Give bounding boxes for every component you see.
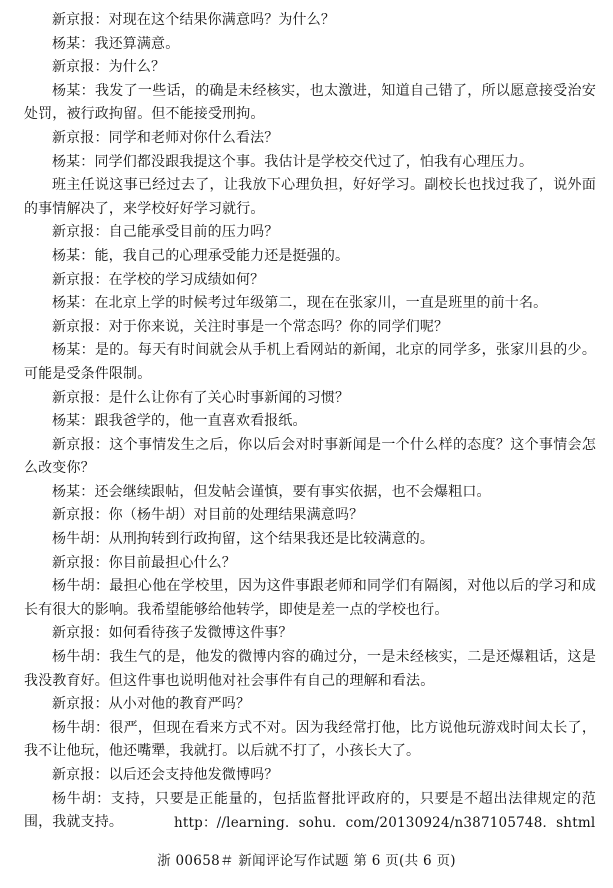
interview-paragraph: 杨某：是的。每天有时间就会从手机上看网站的新闻，北京的同学多，张家川县的少。可能是受条件限制。 xyxy=(24,342,596,382)
interview-paragraph: 杨某：还会继续跟帖，但发帖会谨慎，要有事实依据，也不会爆粗口。 xyxy=(52,483,491,500)
interview-paragraph: 杨某：我发了一些话，的确是未经核实，也太激进，知道自己错了，所以愿意接受治安处罚，被行政拘留。但不能接受刑拘。 xyxy=(24,82,596,123)
interview-paragraph: 杨某：能，我自己的心理承受能力还是挺强的。 xyxy=(52,247,350,264)
interview-paragraph: 杨某：在北京上学的时候考过年级第二，现在在张家川，一直是班里的前十名。 xyxy=(52,295,548,312)
source-url: http：//learning．sohu．com/20130924/n387105748．shtml xyxy=(174,815,596,831)
page-footer: 浙 00658＃ 新闻评论写作试题 第 6 页(共 6 页) xyxy=(157,853,456,869)
interview-paragraph: 新京报：在学校的学习成绩如何？ xyxy=(52,271,265,288)
interview-paragraph: 新京报：以后还会支持他发微博吗？ xyxy=(52,767,279,783)
interview-paragraph: 新京报：你目前最担心什么？ xyxy=(52,554,236,571)
interview-paragraph: 新京报：自己能承受目前的压力吗？ xyxy=(52,224,279,241)
interview-paragraph: 杨某：同学们都没跟我提这个事。我估计是学校交代过了，怕我有心理压力。 xyxy=(52,153,534,170)
interview-paragraph: 杨牛胡：我生气的是，他发的微博内容的确过分，一是未经核实，二是还爆粗话，这是我没教育好。但这件事也说明他对社会事件有自己的理解和看法。 xyxy=(24,649,596,689)
interview-paragraph: 杨某：我还算满意。 xyxy=(52,35,180,52)
interview-paragraph: 新京报：为什么？ xyxy=(52,59,166,76)
interview-paragraph: 杨牛胡：从刑拘转到行政拘留，这个结果我还是比较满意的。 xyxy=(52,531,435,548)
interview-paragraph: 杨牛胡：很严，但现在看来方式不对。因为我经常打他，比方说他玩游戏时间太长了，我不让他玩，他还嘴犟，我就打。以后就不打了，小孩长大了。 xyxy=(24,719,596,760)
interview-paragraph: 新京报：对于你来说，关注时事是一个常态吗？你的同学们呢？ xyxy=(52,318,449,335)
interview-paragraph: 新京报：你（杨牛胡）对目前的处理结果满意吗？ xyxy=(52,507,364,524)
interview-paragraph: 新京报：如何看待孩子发微博这件事？ xyxy=(52,625,293,642)
interview-paragraph: 新京报：这个事情发生之后，你以后会对时事新闻是一个什么样的态度？这个事情会怎么改变你？ xyxy=(24,436,596,477)
interview-paragraph: 杨牛胡：支持，只要是正能量的，包括监督批评政府的，只要是不超出法律规定的范围，我就支持。 xyxy=(24,790,596,831)
interview-paragraph: 班主任说这事已经过去了，让我放下心理负担，好好学习。副校长也找过我了，说外面的事情解决了，来学校好好学习就行。 xyxy=(24,177,596,217)
interview-paragraph: 杨某：跟我爸学的，他一直喜欢看报纸。 xyxy=(52,413,307,430)
document-body xyxy=(24,9,596,835)
interview-paragraph: 新京报：是什么让你有了关心时事新闻的习惯？ xyxy=(52,389,350,406)
interview-paragraph: 新京报：对现在这个结果你满意吗？为什么？ xyxy=(52,12,335,28)
interview-paragraph: 新京报：从小对他的教育严吗？ xyxy=(52,696,251,713)
interview-paragraph: 新京报：同学和老师对你什么看法？ xyxy=(52,129,279,146)
interview-paragraph: 杨牛胡：最担心他在学校里，因为这件事跟老师和同学们有隔阂，对他以后的学习和成长有很大的影响。我希望能够给他转学，即使是差一点的学校也行。 xyxy=(24,578,596,618)
